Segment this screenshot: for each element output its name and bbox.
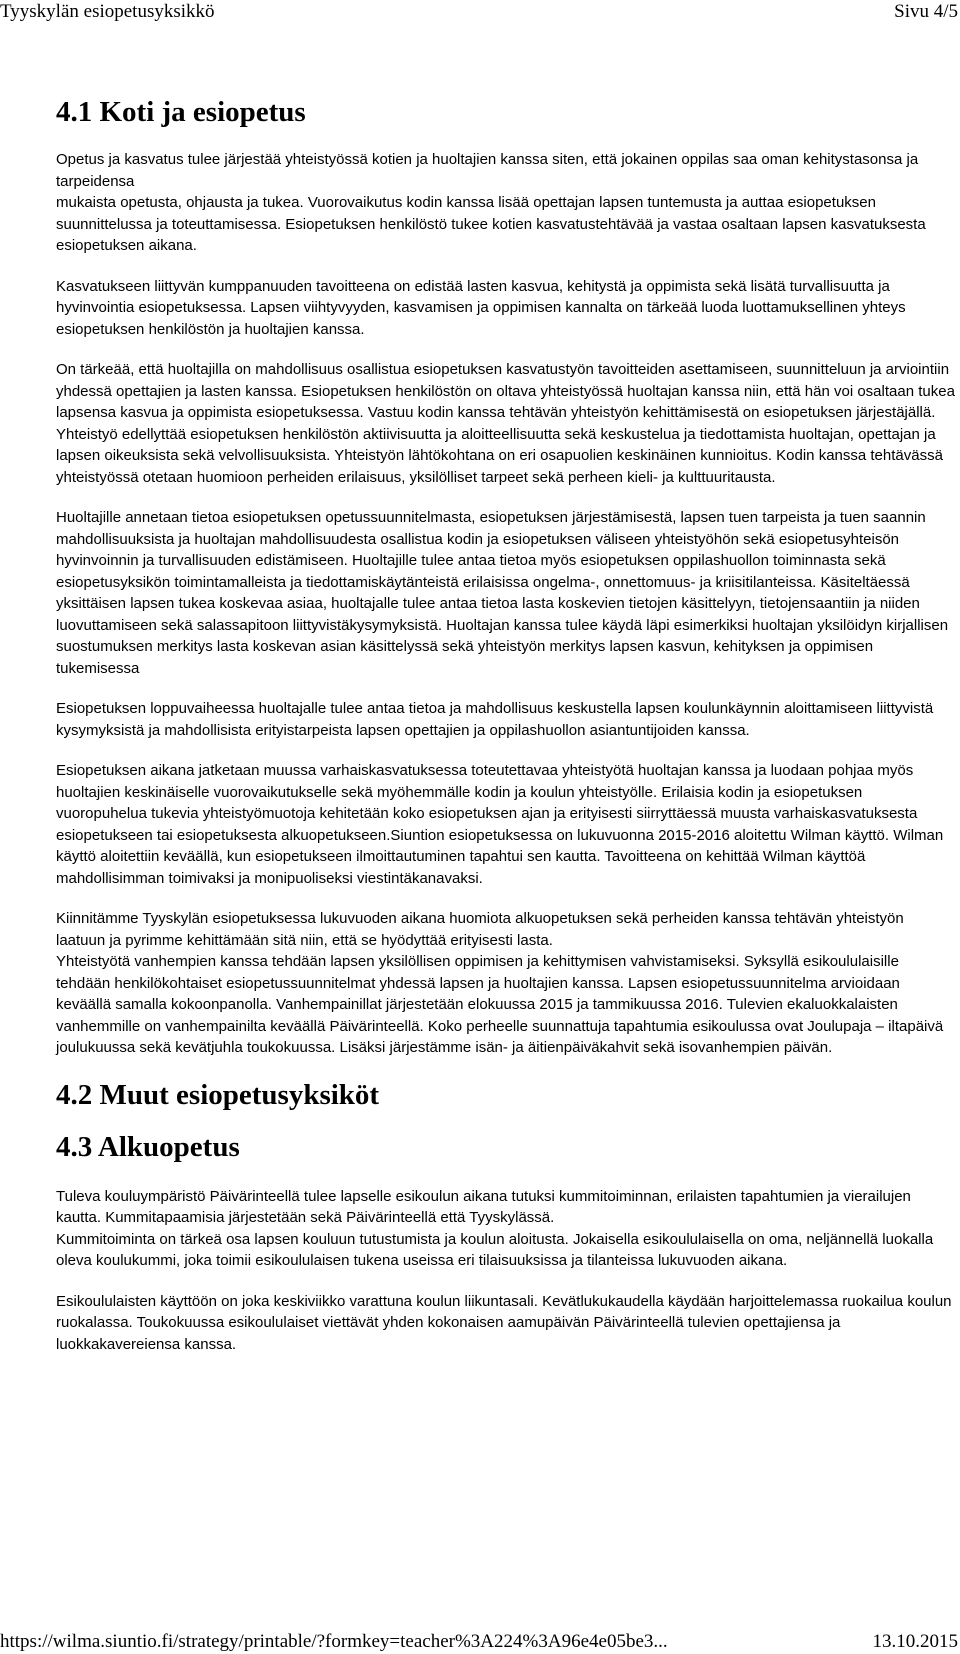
paragraph: Opetus ja kasvatus tulee järjestää yhteistyössä kotien ja huoltajien kanssa siten, että jokainen oppilas saa oman kehitystasonsa ja tarpeidensa [56, 151, 919, 190]
paragraph: Yhteistyötä vanhempien kanssa tehdään lapsen yksilöllisen oppimisen ja kehittymisen vahvistamiseksi. Syksyllä esikoululaisille tehdään henkilökohtaiset esiopetussuunnitelmat yhdessä lapsen ja huoltajien kanssa. Lapsen esiopetussuunnitelma arvioidaan keväällä samalla kokoonpanolla. Vanhempainillat järjestetään elokuussa 2015 ja tammikuussa 2016. Tulevien ekaluokkalaisten vanhemmille on vanhempainilta keväällä Päivärinteellä. Koko perheelle suunnattuja tapahtumia esikoulussa ovat Joulupaja – iltapäivä joulukuussa sekä kevätjuhla toukokuussa. Lisäksi järjestämme isän- ja äitienpäiväkahvit sekä isovanhempien päivän. [56, 953, 944, 1056]
paragraph: Kummitoiminta on tärkeä osa lapsen kouluun tutustumista ja koulun aloitusta. Jokaisella esikoululaisella on oma, neljännellä luokalla oleva koulukummi, joka toimii esikoululaisen tukena useissa eri tilaisuuksissa ja tilanteissa lukuvuoden aikana. [56, 1230, 934, 1269]
paragraph: Tuleva kouluympäristö Päivärinteellä tulee lapselle esikoulun aikana tutuksi kummitoiminnan, erilaisten tapahtumien ja vierailujen kautta. Kummitapaamisia järjestetään sekä Päivärinteellä että Tyyskylässä. [56, 1187, 911, 1226]
paragraph: Esikoululaisten käyttöön on joka keskiviikko varattuna koulun liikuntasali. Kevätlukukaudella käydään harjoittelemassa ruokailua koulun ruokalassa. Toukokuussa esikoululaiset viettävät yhden kokonaisen aamupäivän Päivärinteellä tulevien opettajiensa ja luokkakavereiensa kanssa. [56, 1292, 952, 1353]
section-heading-4-1: 4.1 Koti ja esiopetus [56, 96, 306, 128]
print-date: 13.10.2015 [872, 1631, 958, 1652]
paragraph: Kasvatukseen liittyvän kumppanuuden tavoitteena on edistää lasten kasvua, kehitystä ja oppimista sekä lisätä turvallisuutta ja hyvinvointia esiopetuksessa. Lapsen viihtyvyyden, kasvamisen ja oppimisen kannalta on tärkeää luoda luottamuksellinen yhteys esiopetuksen henkilöstön ja huoltajien kanssa. [56, 277, 906, 338]
paragraph: Esiopetuksen aikana jatketaan muussa varhaiskasvatuksessa toteutettavaa yhteistyötä huoltajan kanssa ja luodaan pohjaa myös huoltajien keskinäiselle vuorovaikutukselle sekä myöhemmälle kodin ja koulun yhteistyölle. Erilaisia kodin ja esiopetuksen vuoropuhelua tukevia yhteistyömuotoja kehitetään koko esiopetuksen ajan ja erityisesti siirryttäessä muusta varhaiskasvatuksesta esiopetukseen tai esiopetuksesta alkuopetukseen.Siuntion esiopetuksessa on lukuvuonna 2015-2016 aloitettu Wilman käyttö. Wilman käyttö aloitettiin keväällä, kun esiopetukseen ilmoittautuminen tapahtui sen kautta. Tavoitteena on kehittää Wilman käyttöä mahdollisimman toimivaksi ja monipuoliseksi viestintäkanavaksi. [56, 762, 944, 887]
document-body [56, 95, 956, 1374]
paragraph: Esiopetuksen loppuvaiheessa huoltajalle tulee antaa tietoa ja mahdollisuus keskustella lapsen koulunkäynnin aloittamiseen liittyvistä kysymyksistä ja mahdollisista erityistarpeista lapsen opettajien ja oppilashuollon asiantuntijoiden kanssa. [56, 700, 934, 739]
paragraph: Kiinnitämme Tyyskylän esiopetuksessa lukuvuoden aikana huomiota alkuopetuksen sekä perheiden kanssa tehtävän yhteistyön laatuun ja pyrimme kehittämään sitä niin, että se hyödyttää erityisesti lasta. [56, 910, 904, 949]
section-heading-4-3: 4.3 Alkuopetus [56, 1130, 240, 1163]
print-header [0, 0, 960, 30]
source-url: https://wilma.siuntio.fi/strategy/printable/?formkey=teacher%3A224%3A96e4e05be3... [0, 1631, 668, 1652]
paragraph: Huoltajille annetaan tietoa esiopetuksen opetussuunnitelmasta, esiopetuksen järjestämisestä, lapsen tuen tarpeista ja tuen saannin mahdollisuuksista ja huoltajan mahdollisuudesta osallistua kodin ja esiopetuksen väliseen yhteistyöhön sekä esiopetusyhteisön hyvinvoinnin ja turvallisuuden edistämiseen. Huoltajille tulee antaa tietoa myös esiopetuksen oppilashuollon toiminnasta sekä esiopetusyksikön toimintamalleista ja tiedottamiskäytänteistä erilaisissa ongelma-, onnettomuus- ja kriisitilanteissa. Käsiteltäessä yksittäisen lapsen tukea koskevaa asiaa, huoltajalle tulee antaa tietoa lasta koskevien tietojen käsittelyyn, tietojensaantiin ja niiden luovuttamiseen sekä salassapitoon liittyvistäkysymyksistä. Huoltajan kanssa tulee käydä läpi esimerkiksi huoltajan yksilöidyn kirjallisen suostumuksen merkitys lasta koskevan asian käsittelyssä sekä yhteistyön merkitys lapsen kasvun, kehityksen ja oppimisen tukemisessa [56, 509, 949, 677]
document-title: Tyyskylän esiopetusyksikkö [0, 1, 215, 22]
section-heading-4-2: 4.2 Muut esiopetusyksiköt [56, 1078, 380, 1111]
print-footer [0, 1630, 960, 1654]
paragraph: mukaista opetusta, ohjausta ja tukea. Vuorovaikutus kodin kanssa lisää opettajan lapsen tuntemusta ja auttaa esiopetuksen suunnittelussa ja toteuttamisessa. Esiopetuksen henkilöstö tukee kotien kasvatustehtävää ja vastaa osaltaan lapsen kasvatuksesta esiopetuksen aikana. [56, 194, 926, 254]
paragraph: On tärkeää, että huoltajilla on mahdollisuus osallistua esiopetuksen kasvatustyön tavoitteiden asettamiseen, suunnitteluun ja arviointiin yhdessä opettajien ja lasten kanssa. Esiopetuksen henkilöstön on oltava yhteistyössä huoltajan kanssa niin, että hän voi osaltaan tukea lapsensa kasvua ja oppimista esiopetuksessa. Vastuu kodin kanssa tehtävän yhteistyön kehittämisestä on esiopetuksen järjestäjällä. Yhteistyö edellyttää esiopetuksen henkilöstön aktiivisuutta ja aloitteellisuutta sekä keskustelua ja tiedottamista huoltajan, opettajan ja lapsen oikeuksista sekä velvollisuuksista. Yhteistyön lähtökohtana on eri osapuolien keskinäinen kunnioitus. Kodin kanssa tehtävässä yhteistyössä otetaan huomioon perheiden erilaisuus, yksilölliset tarpeet sekä perheen kieli- ja kulttuuritausta. [56, 361, 955, 486]
page-number: Sivu 4/5 [894, 1, 958, 22]
